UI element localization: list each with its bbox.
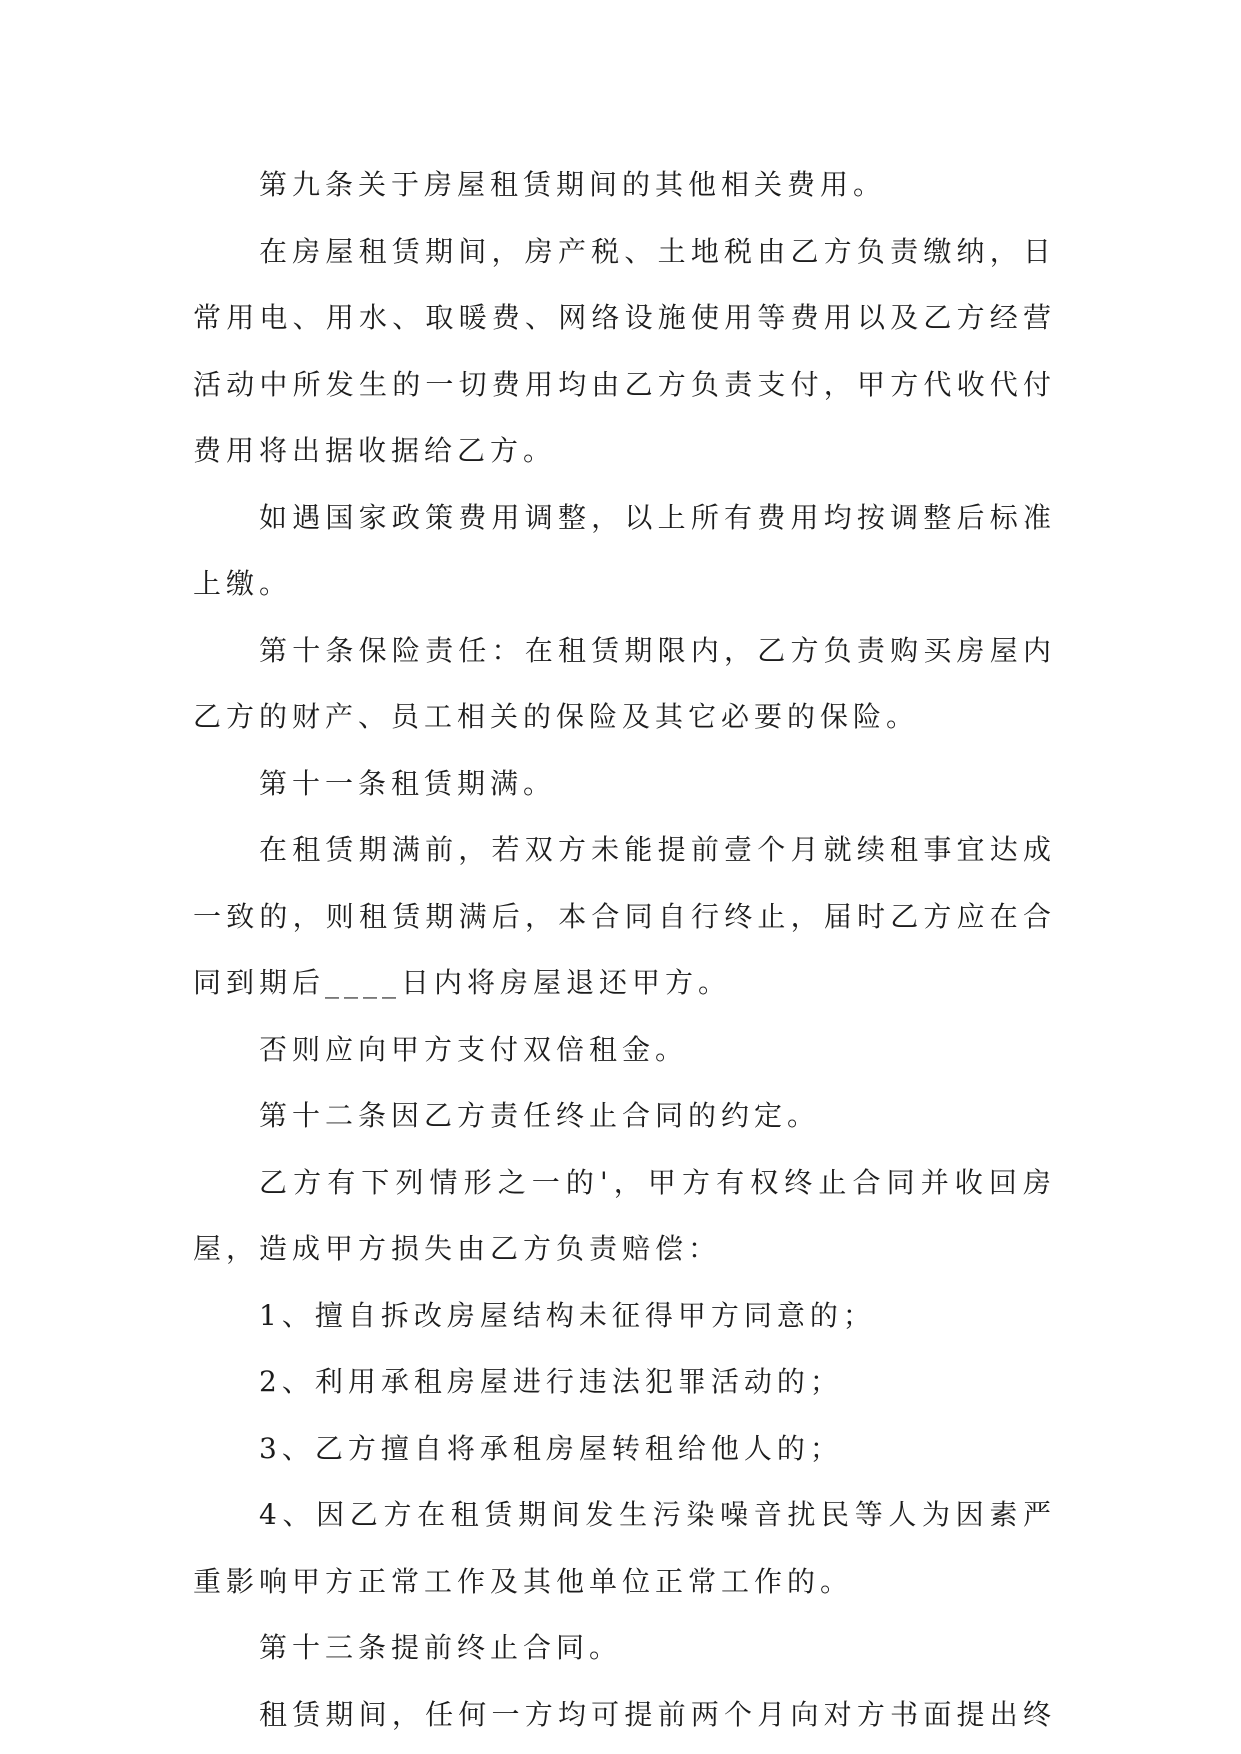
paragraph-line: 3、乙方擅自将承租房屋转租给他人的；	[259, 1431, 843, 1465]
clause-11-title	[193, 751, 1051, 818]
paragraph-line: 第十三条提前终止合同。	[259, 1631, 623, 1664]
paragraph-line: 如遇国家政策费用调整，以上所有费用均按调整后标准	[259, 500, 1051, 534]
document-body	[193, 152, 1051, 1748]
clause-11-penalty-paragraph	[193, 1017, 1051, 1084]
paragraph-line: 1、擅自拆改房屋结构未征得甲方同意的；	[259, 1298, 876, 1332]
paragraph-line: 上缴。	[193, 567, 293, 600]
paragraph-line: 第九条关于房屋租赁期间的其他相关费用。	[259, 168, 887, 201]
clause-9-title	[193, 152, 1051, 219]
paragraph-line: 常用电、用水、取暖费、网络设施使用等费用以及乙方经营	[193, 301, 1051, 334]
paragraph-line: 在房屋租赁期间，房产税、土地税由乙方负责缴纳，日	[259, 234, 1051, 268]
paragraph-line: 租赁期间，任何一方均可提前两个月向对方书面提出终	[259, 1697, 1051, 1731]
clause-12-item-2	[193, 1349, 1051, 1416]
clause-9-fees-paragraph	[193, 219, 1051, 485]
paragraph-line: 乙方有下列情形之一的'，甲方有权终止合同并收回房	[259, 1165, 1051, 1199]
paragraph-line: 4、因乙方在租赁期间发生污染噪音扰民等人为因素严	[259, 1498, 1051, 1531]
paragraph-line: 2、利用承租房屋进行违法犯罪活动的；	[259, 1365, 843, 1398]
paragraph-line: 费用将出据收据给乙方。	[193, 434, 557, 467]
paragraph-line: 在租赁期满前，若双方未能提前壹个月就续租事宜达成	[259, 833, 1051, 866]
paragraph-line: 活动中所发生的一切费用均由乙方负责支付，甲方代收代付	[193, 367, 1051, 401]
clause-12-item-4	[193, 1482, 1051, 1615]
clause-12-intro-paragraph	[193, 1150, 1051, 1283]
clause-12-title	[193, 1083, 1051, 1150]
clause-12-item-3	[193, 1416, 1051, 1483]
paragraph-line: 第十一条租赁期满。	[259, 766, 557, 800]
clause-10-insurance-paragraph	[193, 618, 1051, 751]
paragraph-line: 第十条保险责任：在租赁期限内，乙方负责购买房屋内	[259, 633, 1051, 667]
paragraph-line: 第十二条因乙方责任终止合同的约定。	[259, 1099, 821, 1132]
clause-11-expiry-paragraph	[193, 817, 1051, 1017]
paragraph-line: 重影响甲方正常工作及其他单位正常工作的。	[193, 1564, 854, 1598]
clause-12-item-1	[193, 1283, 1051, 1350]
paragraph-line: 屋，造成甲方损失由乙方负责赔偿：	[193, 1232, 722, 1265]
clause-13-termination-paragraph	[193, 1682, 1051, 1749]
paragraph-line: 乙方的财产、员工相关的保险及其它必要的保险。	[193, 700, 920, 733]
paragraph-line: 同到期后____日内将房屋退还甲方。	[193, 966, 732, 999]
clause-13-title	[193, 1615, 1051, 1682]
clause-9-policy-paragraph	[193, 485, 1051, 618]
paragraph-line: 否则应向甲方支付双倍租金。	[259, 1032, 689, 1066]
paragraph-line: 一致的，则租赁期满后，本合同自行终止，届时乙方应在合	[193, 899, 1051, 933]
